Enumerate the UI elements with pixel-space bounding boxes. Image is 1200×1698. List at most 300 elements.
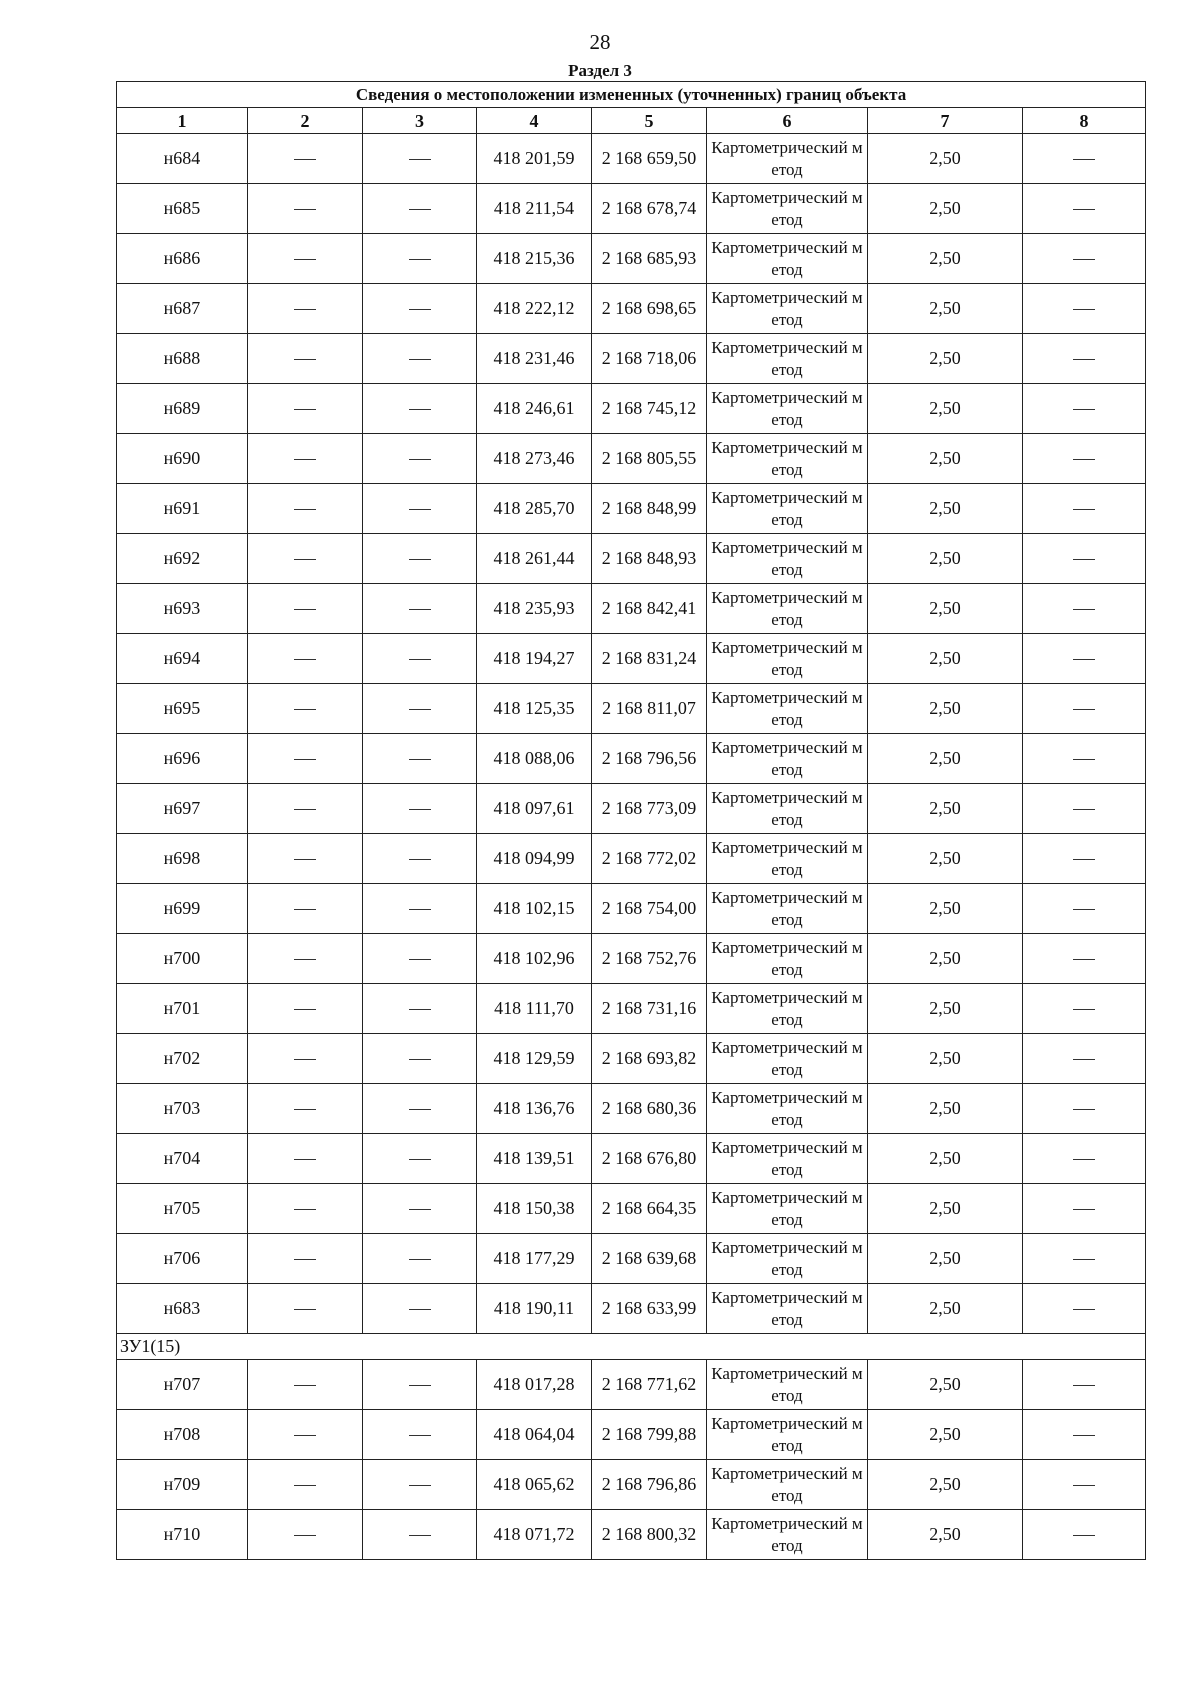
y-coordinate-cell: 2 168 842,41	[592, 584, 707, 634]
dash-mark	[409, 1159, 431, 1160]
empty-cell-col3	[363, 834, 477, 884]
accuracy-cell: 2,50	[868, 434, 1023, 484]
method-cell: Картометрический метод	[707, 284, 868, 334]
empty-cell-col3	[363, 134, 477, 184]
empty-cell-col3	[363, 734, 477, 784]
dash-mark	[294, 559, 316, 560]
dash-mark	[409, 459, 431, 460]
section-title: Раздел 3	[568, 61, 632, 80]
empty-cell-col3	[363, 884, 477, 934]
page-number: 28	[589, 30, 611, 54]
empty-cell-col8	[1023, 184, 1146, 234]
dash-mark	[409, 409, 431, 410]
dash-mark	[294, 309, 316, 310]
empty-cell-col2	[248, 1084, 363, 1134]
point-name-cell: н689	[117, 384, 248, 434]
group-label: ЗУ1(15)	[117, 1334, 1146, 1360]
dash-mark	[1073, 1309, 1095, 1310]
dash-mark	[1073, 559, 1095, 560]
table-row	[117, 1084, 1146, 1134]
dash-mark	[294, 1435, 316, 1436]
table-row	[117, 1360, 1146, 1410]
group-row	[117, 1334, 1146, 1360]
y-coordinate-cell: 2 168 848,93	[592, 534, 707, 584]
dash-mark	[1073, 759, 1095, 760]
dash-mark	[294, 1209, 316, 1210]
method-cell: Картометрический метод	[707, 1034, 868, 1084]
empty-cell-col2	[248, 534, 363, 584]
method-cell: Картометрический метод	[707, 134, 868, 184]
x-coordinate-cell: 418 139,51	[477, 1134, 592, 1184]
dash-mark	[1073, 909, 1095, 910]
point-name-cell: н685	[117, 184, 248, 234]
table-row	[117, 384, 1146, 434]
accuracy-cell: 2,50	[868, 484, 1023, 534]
method-cell: Картометрический метод	[707, 1284, 868, 1334]
method-cell: Картометрический метод	[707, 334, 868, 384]
dash-mark	[294, 609, 316, 610]
dash-mark	[409, 609, 431, 610]
point-name-cell: н683	[117, 1284, 248, 1334]
y-coordinate-cell: 2 168 745,12	[592, 384, 707, 434]
accuracy-cell: 2,50	[868, 134, 1023, 184]
x-coordinate-cell: 418 017,28	[477, 1360, 592, 1410]
method-cell: Картометрический метод	[707, 1360, 868, 1410]
dash-mark	[1073, 1159, 1095, 1160]
table-row	[117, 784, 1146, 834]
y-coordinate-cell: 2 168 773,09	[592, 784, 707, 834]
empty-cell-col8	[1023, 1234, 1146, 1284]
empty-cell-col3	[363, 1360, 477, 1410]
point-name-cell: н708	[117, 1410, 248, 1460]
empty-cell-col2	[248, 184, 363, 234]
table-row	[117, 1510, 1146, 1560]
dash-mark	[1073, 309, 1095, 310]
y-coordinate-cell: 2 168 805,55	[592, 434, 707, 484]
dash-mark	[409, 259, 431, 260]
dash-mark	[409, 909, 431, 910]
empty-cell-col2	[248, 1460, 363, 1510]
empty-cell-col2	[248, 734, 363, 784]
empty-cell-col8	[1023, 1284, 1146, 1334]
x-coordinate-cell: 418 102,96	[477, 934, 592, 984]
column-header-6: 6	[707, 108, 868, 134]
dash-mark	[409, 159, 431, 160]
table-title: Сведения о местоположении измененных (уточненных) границ объекта	[117, 82, 1146, 108]
x-coordinate-cell: 418 235,93	[477, 584, 592, 634]
dash-mark	[294, 359, 316, 360]
dash-mark	[409, 1259, 431, 1260]
empty-cell-col8	[1023, 1184, 1146, 1234]
empty-cell-col3	[363, 184, 477, 234]
empty-cell-col8	[1023, 734, 1146, 784]
empty-cell-col3	[363, 534, 477, 584]
empty-cell-col8	[1023, 134, 1146, 184]
empty-cell-col2	[248, 1360, 363, 1410]
empty-cell-col3	[363, 1510, 477, 1560]
method-cell: Картометрический метод	[707, 384, 868, 434]
empty-cell-col8	[1023, 384, 1146, 434]
empty-cell-col2	[248, 1510, 363, 1560]
dash-mark	[409, 959, 431, 960]
empty-cell-col8	[1023, 684, 1146, 734]
dash-mark	[1073, 1435, 1095, 1436]
method-cell: Картометрический метод	[707, 884, 868, 934]
empty-cell-col2	[248, 934, 363, 984]
dash-mark	[294, 1009, 316, 1010]
dash-mark	[294, 1059, 316, 1060]
empty-cell-col8	[1023, 1360, 1146, 1410]
empty-cell-col2	[248, 784, 363, 834]
empty-cell-col3	[363, 1084, 477, 1134]
point-name-cell: н701	[117, 984, 248, 1034]
column-header-5: 5	[592, 108, 707, 134]
dash-mark	[294, 509, 316, 510]
accuracy-cell: 2,50	[868, 534, 1023, 584]
empty-cell-col3	[363, 1410, 477, 1460]
accuracy-cell: 2,50	[868, 334, 1023, 384]
accuracy-cell: 2,50	[868, 284, 1023, 334]
dash-mark	[1073, 609, 1095, 610]
empty-cell-col2	[248, 1184, 363, 1234]
table-row	[117, 134, 1146, 184]
point-name-cell: н686	[117, 234, 248, 284]
dash-mark	[1073, 1259, 1095, 1260]
y-coordinate-cell: 2 168 659,50	[592, 134, 707, 184]
y-coordinate-cell: 2 168 664,35	[592, 1184, 707, 1234]
x-coordinate-cell: 418 129,59	[477, 1034, 592, 1084]
dash-mark	[294, 1309, 316, 1310]
empty-cell-col3	[363, 1460, 477, 1510]
y-coordinate-cell: 2 168 799,88	[592, 1410, 707, 1460]
table-row	[117, 284, 1146, 334]
dash-mark	[1073, 259, 1095, 260]
empty-cell-col3	[363, 1134, 477, 1184]
table-row	[117, 684, 1146, 734]
dash-mark	[1073, 159, 1095, 160]
table-row	[117, 984, 1146, 1034]
table-row	[117, 884, 1146, 934]
method-cell: Картометрический метод	[707, 534, 868, 584]
dash-mark	[409, 1435, 431, 1436]
x-coordinate-cell: 418 201,59	[477, 134, 592, 184]
accuracy-cell: 2,50	[868, 634, 1023, 684]
accuracy-cell: 2,50	[868, 784, 1023, 834]
empty-cell-col8	[1023, 1460, 1146, 1510]
method-cell: Картометрический метод	[707, 634, 868, 684]
y-coordinate-cell: 2 168 831,24	[592, 634, 707, 684]
dash-mark	[294, 1159, 316, 1160]
empty-cell-col3	[363, 484, 477, 534]
x-coordinate-cell: 418 273,46	[477, 434, 592, 484]
method-cell: Картометрический метод	[707, 484, 868, 534]
empty-cell-col3	[363, 934, 477, 984]
table-row	[117, 1284, 1146, 1334]
table-row	[117, 1184, 1146, 1234]
accuracy-cell: 2,50	[868, 234, 1023, 284]
dash-mark	[409, 1309, 431, 1310]
dash-mark	[294, 459, 316, 460]
point-name-cell: н702	[117, 1034, 248, 1084]
table-row	[117, 934, 1146, 984]
accuracy-cell: 2,50	[868, 1034, 1023, 1084]
method-cell: Картометрический метод	[707, 734, 868, 784]
dash-mark	[409, 559, 431, 560]
point-name-cell: н706	[117, 1234, 248, 1284]
point-name-cell: н710	[117, 1510, 248, 1560]
empty-cell-col8	[1023, 634, 1146, 684]
dash-mark	[1073, 709, 1095, 710]
empty-cell-col8	[1023, 884, 1146, 934]
empty-cell-col3	[363, 1184, 477, 1234]
accuracy-cell: 2,50	[868, 934, 1023, 984]
empty-cell-col8	[1023, 1034, 1146, 1084]
empty-cell-col3	[363, 784, 477, 834]
method-cell: Картометрический метод	[707, 934, 868, 984]
x-coordinate-cell: 418 177,29	[477, 1234, 592, 1284]
x-coordinate-cell: 418 215,36	[477, 234, 592, 284]
y-coordinate-cell: 2 168 731,16	[592, 984, 707, 1034]
y-coordinate-cell: 2 168 639,68	[592, 1234, 707, 1284]
point-name-cell: н684	[117, 134, 248, 184]
accuracy-cell: 2,50	[868, 734, 1023, 784]
empty-cell-col2	[248, 834, 363, 884]
dash-mark	[409, 809, 431, 810]
dash-mark	[294, 959, 316, 960]
accuracy-cell: 2,50	[868, 984, 1023, 1034]
accuracy-cell: 2,50	[868, 1084, 1023, 1134]
empty-cell-col8	[1023, 434, 1146, 484]
x-coordinate-cell: 418 071,72	[477, 1510, 592, 1560]
accuracy-cell: 2,50	[868, 184, 1023, 234]
dash-mark	[409, 1059, 431, 1060]
x-coordinate-cell: 418 102,15	[477, 884, 592, 934]
table-row	[117, 584, 1146, 634]
dash-mark	[409, 709, 431, 710]
table-row	[117, 1234, 1146, 1284]
x-coordinate-cell: 418 261,44	[477, 534, 592, 584]
accuracy-cell: 2,50	[868, 1460, 1023, 1510]
point-name-cell: н709	[117, 1460, 248, 1510]
table-row	[117, 484, 1146, 534]
dash-mark	[409, 309, 431, 310]
accuracy-cell: 2,50	[868, 684, 1023, 734]
x-coordinate-cell: 418 194,27	[477, 634, 592, 684]
y-coordinate-cell: 2 168 752,76	[592, 934, 707, 984]
point-name-cell: н705	[117, 1184, 248, 1234]
accuracy-cell: 2,50	[868, 1510, 1023, 1560]
x-coordinate-cell: 418 222,12	[477, 284, 592, 334]
y-coordinate-cell: 2 168 633,99	[592, 1284, 707, 1334]
empty-cell-col2	[248, 434, 363, 484]
y-coordinate-cell: 2 168 848,99	[592, 484, 707, 534]
empty-cell-col2	[248, 284, 363, 334]
empty-cell-col8	[1023, 534, 1146, 584]
empty-cell-col8	[1023, 934, 1146, 984]
method-cell: Картометрический метод	[707, 184, 868, 234]
empty-cell-col2	[248, 584, 363, 634]
dash-mark	[294, 659, 316, 660]
method-cell: Картометрический метод	[707, 1234, 868, 1284]
dash-mark	[1073, 1535, 1095, 1536]
dash-mark	[409, 1535, 431, 1536]
empty-cell-col2	[248, 984, 363, 1034]
point-name-cell: н700	[117, 934, 248, 984]
x-coordinate-cell: 418 097,61	[477, 784, 592, 834]
dash-mark	[1073, 459, 1095, 460]
dash-mark	[1073, 359, 1095, 360]
empty-cell-col3	[363, 434, 477, 484]
dash-mark	[1073, 809, 1095, 810]
empty-cell-col8	[1023, 484, 1146, 534]
empty-cell-col2	[248, 634, 363, 684]
empty-cell-col8	[1023, 1410, 1146, 1460]
x-coordinate-cell: 418 150,38	[477, 1184, 592, 1234]
table-row	[117, 634, 1146, 684]
method-cell: Картометрический метод	[707, 584, 868, 634]
empty-cell-col8	[1023, 834, 1146, 884]
y-coordinate-cell: 2 168 698,65	[592, 284, 707, 334]
x-coordinate-cell: 418 231,46	[477, 334, 592, 384]
dash-mark	[294, 1485, 316, 1486]
column-header-4: 4	[477, 108, 592, 134]
x-coordinate-cell: 418 065,62	[477, 1460, 592, 1510]
y-coordinate-cell: 2 168 676,80	[592, 1134, 707, 1184]
dash-mark	[409, 1109, 431, 1110]
dash-mark	[1073, 1209, 1095, 1210]
accuracy-cell: 2,50	[868, 1360, 1023, 1410]
table-row	[117, 834, 1146, 884]
table-row	[117, 334, 1146, 384]
table-row	[117, 234, 1146, 284]
empty-cell-col2	[248, 234, 363, 284]
empty-cell-col3	[363, 284, 477, 334]
dash-mark	[1073, 659, 1095, 660]
table-row	[117, 1134, 1146, 1184]
empty-cell-col2	[248, 1034, 363, 1084]
dash-mark	[294, 409, 316, 410]
dash-mark	[294, 859, 316, 860]
y-coordinate-cell: 2 168 811,07	[592, 684, 707, 734]
column-header-8: 8	[1023, 108, 1146, 134]
dash-mark	[294, 1535, 316, 1536]
y-coordinate-cell: 2 168 718,06	[592, 334, 707, 384]
dash-mark	[294, 159, 316, 160]
dash-mark	[294, 909, 316, 910]
point-name-cell: н694	[117, 634, 248, 684]
point-name-cell: н698	[117, 834, 248, 884]
empty-cell-col2	[248, 134, 363, 184]
x-coordinate-cell: 418 136,76	[477, 1084, 592, 1134]
empty-cell-col8	[1023, 984, 1146, 1034]
method-cell: Картометрический метод	[707, 434, 868, 484]
empty-cell-col2	[248, 884, 363, 934]
dash-mark	[409, 659, 431, 660]
empty-cell-col3	[363, 584, 477, 634]
empty-cell-col8	[1023, 234, 1146, 284]
dash-mark	[294, 1259, 316, 1260]
point-name-cell: н699	[117, 884, 248, 934]
x-coordinate-cell: 418 125,35	[477, 684, 592, 734]
column-header-7: 7	[868, 108, 1023, 134]
method-cell: Картометрический метод	[707, 684, 868, 734]
point-name-cell: н695	[117, 684, 248, 734]
accuracy-cell: 2,50	[868, 584, 1023, 634]
accuracy-cell: 2,50	[868, 1134, 1023, 1184]
accuracy-cell: 2,50	[868, 384, 1023, 434]
dash-mark	[294, 1385, 316, 1386]
y-coordinate-cell: 2 168 800,32	[592, 1510, 707, 1560]
point-name-cell: н692	[117, 534, 248, 584]
empty-cell-col2	[248, 1134, 363, 1184]
y-coordinate-cell: 2 168 772,02	[592, 834, 707, 884]
empty-cell-col3	[363, 984, 477, 1034]
empty-cell-col8	[1023, 1084, 1146, 1134]
dash-mark	[409, 1009, 431, 1010]
method-cell: Картометрический метод	[707, 1184, 868, 1234]
method-cell: Картометрический метод	[707, 1084, 868, 1134]
empty-cell-col8	[1023, 784, 1146, 834]
empty-cell-col3	[363, 334, 477, 384]
accuracy-cell: 2,50	[868, 834, 1023, 884]
y-coordinate-cell: 2 168 685,93	[592, 234, 707, 284]
y-coordinate-cell: 2 168 678,74	[592, 184, 707, 234]
x-coordinate-cell: 418 094,99	[477, 834, 592, 884]
empty-cell-col3	[363, 634, 477, 684]
empty-cell-col8	[1023, 584, 1146, 634]
y-coordinate-cell: 2 168 680,36	[592, 1084, 707, 1134]
accuracy-cell: 2,50	[868, 1410, 1023, 1460]
accuracy-cell: 2,50	[868, 1184, 1023, 1234]
dash-mark	[1073, 509, 1095, 510]
point-name-cell: н691	[117, 484, 248, 534]
dash-mark	[1073, 1009, 1095, 1010]
accuracy-cell: 2,50	[868, 1234, 1023, 1284]
empty-cell-col2	[248, 484, 363, 534]
dash-mark	[409, 1485, 431, 1486]
table-row	[117, 1034, 1146, 1084]
dash-mark	[1073, 409, 1095, 410]
method-cell: Картометрический метод	[707, 834, 868, 884]
dash-mark	[409, 1385, 431, 1386]
column-header-1: 1	[117, 108, 248, 134]
point-name-cell: н693	[117, 584, 248, 634]
dash-mark	[1073, 1109, 1095, 1110]
empty-cell-col3	[363, 234, 477, 284]
accuracy-cell: 2,50	[868, 884, 1023, 934]
table-row	[117, 184, 1146, 234]
x-coordinate-cell: 418 064,04	[477, 1410, 592, 1460]
empty-cell-col3	[363, 1284, 477, 1334]
point-name-cell: н690	[117, 434, 248, 484]
coordinates-table	[116, 81, 1146, 1560]
empty-cell-col2	[248, 1284, 363, 1334]
method-cell: Картометрический метод	[707, 1510, 868, 1560]
method-cell: Картометрический метод	[707, 234, 868, 284]
dash-mark	[294, 209, 316, 210]
dash-mark	[409, 759, 431, 760]
dash-mark	[1073, 959, 1095, 960]
x-coordinate-cell: 418 111,70	[477, 984, 592, 1034]
x-coordinate-cell: 418 211,54	[477, 184, 592, 234]
dash-mark	[409, 859, 431, 860]
point-name-cell: н697	[117, 784, 248, 834]
y-coordinate-cell: 2 168 754,00	[592, 884, 707, 934]
dash-mark	[294, 809, 316, 810]
point-name-cell: н704	[117, 1134, 248, 1184]
empty-cell-col3	[363, 1234, 477, 1284]
table-row	[117, 734, 1146, 784]
